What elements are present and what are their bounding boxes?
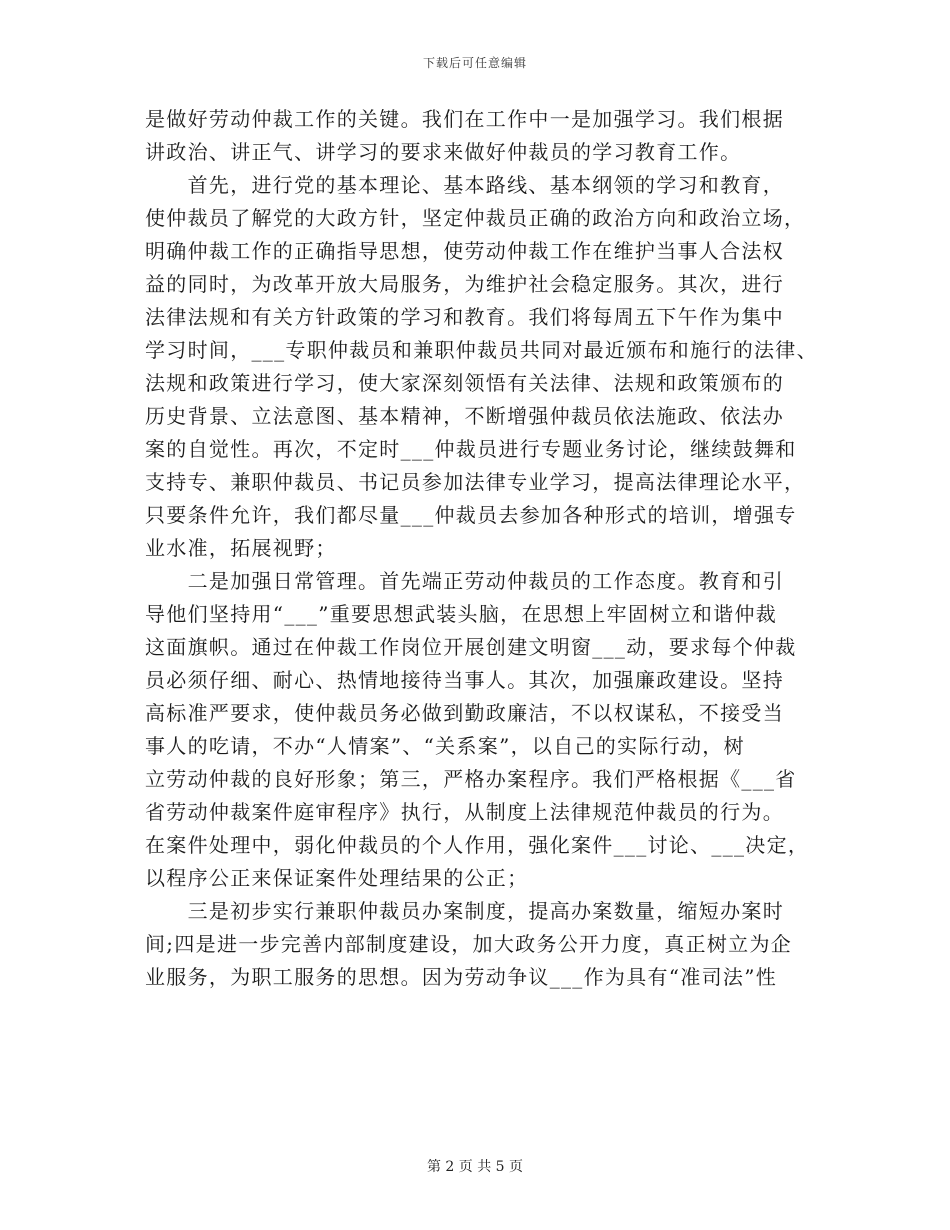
text-line: 业服务，为职工服务的思想。因为劳动争议___作为具有“准司法”性 — [145, 965, 778, 989]
text-line: 明确仲裁工作的正确指导思想，使劳动仲裁工作在维护当事人合法权 — [145, 239, 784, 263]
text-line: 业水准，拓展视野； — [145, 536, 337, 560]
text-line: 是做好劳动仲裁工作的关键。我们在工作中一是加强学习。我们根据 — [145, 107, 784, 131]
page-header: 下载后可任意编辑 — [422, 56, 527, 70]
text-line: 益的同时，为改革开放大局服务，为维护社会稳定服务。其次，进行 — [145, 272, 784, 296]
text-line: 在案件处理中，弱化仲裁员的个人作用，强化案件___讨论、___决定， — [145, 833, 810, 857]
text-line: 以程序公正来保证案件处理结果的公正； — [145, 866, 529, 890]
text-line: 法规和政策进行学习，使大家深刻领悟有关法律、法规和政策颁布的 — [145, 371, 784, 395]
text-line: 只要条件允许，我们都尽量___仲裁员去参加各种形式的培训，增强专 — [145, 503, 797, 527]
text-line: 省劳动仲裁案件庭审程序》执行，从制度上法律规范仲裁员的行为。 — [145, 800, 784, 824]
text-line: 高标准严要求，使仲裁员务必做到勤政廉洁，不以权谋私，不接受当 — [145, 701, 784, 725]
page-number: 第 2 页 共 5 页 — [426, 1159, 524, 1175]
text-line: 二是加强日常管理。首先端正劳动仲裁员的工作态度。教育和引 — [145, 569, 784, 593]
text-line: 支持专、兼职仲裁员、书记员参加法律专业学习，提高法律理论水平， — [145, 470, 806, 494]
text-line: 案的自觉性。再次，不定时___仲裁员进行专题业务讨论，继续鼓舞和 — [145, 437, 797, 461]
text-line: 法律法规和有关方针政策的学习和教育。我们将每周五下午作为集中 — [145, 305, 784, 329]
text-line: 事人的吃请，不办“人情案”、“关系案”，以自己的实际行动，树 — [145, 734, 745, 758]
text-line: 这面旗帜。通过在仲裁工作岗位开展创建文明窗___动，要求每个仲裁 — [145, 635, 797, 659]
body-text — [145, 103, 825, 994]
text-line: 三是初步实行兼职仲裁员办案制度，提高办案数量，缩短办案时 — [145, 899, 784, 923]
text-line: 讲政治、讲正气、讲学习的要求来做好仲裁员的学习教育工作。 — [145, 140, 742, 164]
text-line: 立劳动仲裁的良好形象；第三，严格办案程序。我们严格根据《___省 — [145, 767, 797, 791]
text-line: 使仲裁员了解党的大政方针，坚定仲裁员正确的政治方向和政治立场， — [145, 206, 806, 230]
text-line: 间;四是进一步完善内部制度建设，加大政务公开力度，真正树立为企 — [145, 932, 793, 956]
text-line: 导他们坚持用“___”重要思想武装头脑，在思想上牢固树立和谐仲裁 — [145, 602, 778, 626]
text-line: 首先，进行党的基本理论、基本路线、基本纲领的学习和教育， — [145, 173, 784, 197]
text-line: 学习时间，___专职仲裁员和兼职仲裁员共同对最近颁布和施行的法律、 — [145, 338, 818, 362]
text-line: 历史背景、立法意图、基本精神，不断增强仲裁员依法施政、依法办 — [145, 404, 784, 428]
text-line: 员必须仔细、耐心、热情地接待当事人。其次，加强廉政建设。坚持 — [145, 668, 784, 692]
